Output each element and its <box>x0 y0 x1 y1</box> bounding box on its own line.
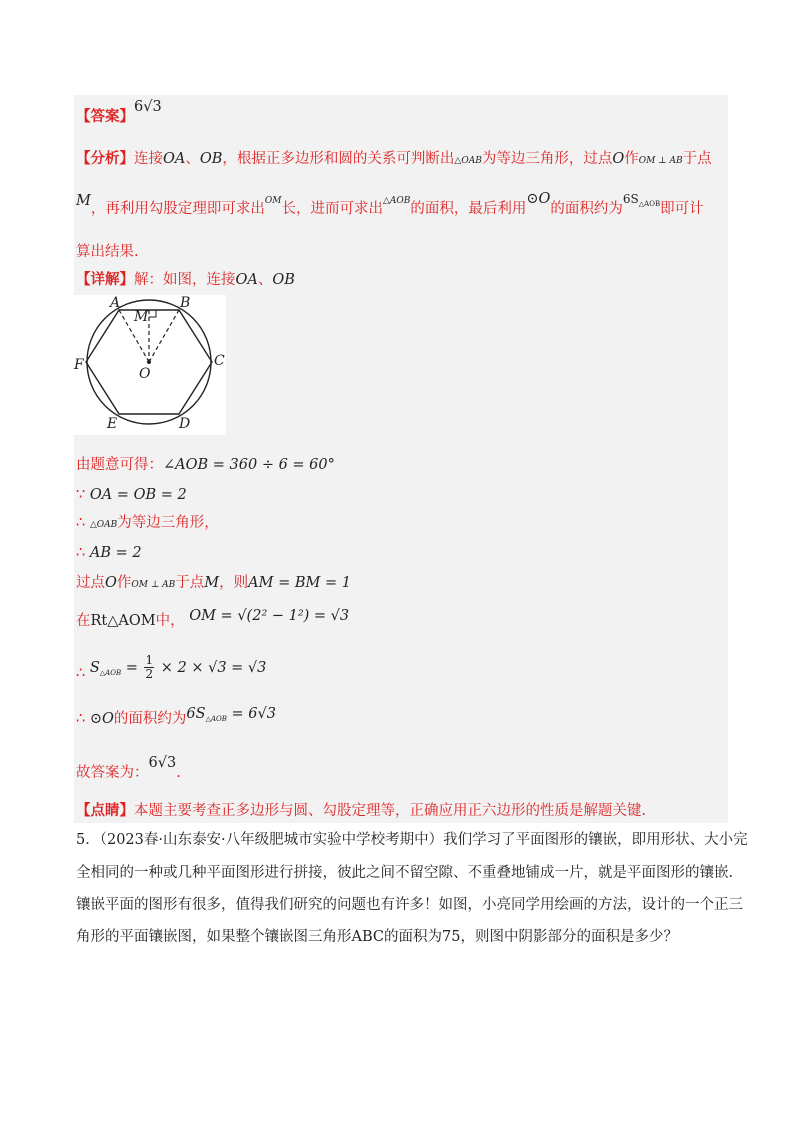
analysis-text: 、 <box>185 151 200 167</box>
comment-line <box>76 802 646 820</box>
math-circle-o: ⊙O <box>89 711 114 727</box>
label-c: C <box>214 353 225 369</box>
step-text: 为等边三角形， <box>117 515 219 531</box>
math-o: O <box>105 575 117 591</box>
detail-tag: 【详解】 <box>76 271 134 288</box>
math-triangle-oab: △OAB <box>454 156 482 166</box>
step-1 <box>76 456 335 474</box>
label-a: A <box>110 295 121 311</box>
step-5 <box>76 574 351 594</box>
math-oa: OA <box>235 272 258 288</box>
math-m: M <box>76 193 91 209</box>
analysis-tag: 【分析】 <box>76 150 134 167</box>
comment-tag: 【点睛】 <box>76 802 134 819</box>
math-oa: OA <box>163 151 186 167</box>
step-9 <box>76 755 181 782</box>
analysis-text: 连接 <box>134 151 163 167</box>
analysis-text: 的面积约为 <box>550 201 623 217</box>
math-subscript: △AOB <box>99 668 122 677</box>
analysis-line-2 <box>76 191 704 223</box>
analysis-text: 作 <box>624 151 639 167</box>
step-4 <box>76 544 142 562</box>
therefore-symbol: ∴ <box>76 515 86 531</box>
comment-text: 本题主要考查正多边形与圆、勾股定理等，正确应用正六边形的性质是解题关键. <box>134 803 647 819</box>
math-triangle-oab: △OAB <box>89 520 118 530</box>
math-o: O <box>612 151 625 167</box>
math-oa-ob: OA = OB = 2 <box>89 487 187 503</box>
label-e: E <box>107 416 118 432</box>
math-ob: OB <box>272 272 295 288</box>
answer-tag: 【答案】 <box>76 108 134 125</box>
math-rt-triangle: Rt△AOM <box>90 613 156 629</box>
therefore-symbol: ∴ <box>76 711 86 727</box>
analysis-text: 于点 <box>682 151 712 167</box>
step-text: 于点 <box>175 575 205 591</box>
math-subscript: △AOB <box>205 715 227 723</box>
math-final-answer: 6√3 <box>148 755 177 771</box>
analysis-text: ，根据正多边形和圆的关系可判断出 <box>222 151 455 167</box>
math-s: S <box>89 659 100 676</box>
math-circle-o: ⊙O <box>526 191 551 207</box>
math-subscript: △AOB <box>638 200 661 208</box>
analysis-text: 即可计 <box>660 201 704 217</box>
segment-ob <box>149 310 179 362</box>
math-area-result: × 2 × √3 = √3 <box>160 659 267 676</box>
question-line-4: 角形的平面镶嵌图，如果整个镶嵌图三角形ABC的面积为75，则图中阴影部分的面积是多少？ <box>76 929 678 945</box>
step-text: . <box>176 765 181 781</box>
math-ob: OB <box>199 151 223 167</box>
analysis-line-3 <box>76 243 139 261</box>
step-6 <box>76 608 350 630</box>
label-o: O <box>139 366 151 382</box>
detail-line <box>76 271 295 289</box>
math-6s: 6S <box>622 192 639 206</box>
label-f: F <box>74 357 84 373</box>
question-line-2: 全相同的一种或几种平面图形进行拼接，彼此之间不留空隙、不重叠地铺成一片，就是平面图形的镶嵌. <box>76 865 734 881</box>
therefore-symbol: ∴ <box>76 665 86 682</box>
step-text: 由题意可得： <box>76 457 163 473</box>
question-line-1: 5．（2023春·山东泰安·八年级肥城市实验中学校考期中）我们学习了平面图形的镶嵌，即用形状、大小完 <box>76 832 748 848</box>
math-circle-area: = 6√3 <box>231 706 276 722</box>
label-b: B <box>180 295 191 311</box>
math-om: OM <box>264 196 282 206</box>
analysis-text: 为等边三角形，过点 <box>481 151 613 167</box>
answer-value: 6√3 <box>134 99 162 115</box>
math-om-perp-ab: OM ⊥ AB <box>638 156 683 166</box>
step-text: 故答案为： <box>76 765 149 781</box>
analysis-line-1 <box>76 150 712 170</box>
step-text: 在 <box>76 613 91 629</box>
center-point <box>147 360 151 364</box>
fraction-denominator: 2 <box>145 667 154 681</box>
analysis-text: 算出结果. <box>76 244 139 260</box>
step-3 <box>76 514 219 534</box>
math-angle-aob: ∠AOB = 360 ÷ 6 = 60° <box>163 457 335 473</box>
therefore-symbol: ∴ <box>76 545 86 561</box>
hexagon-diagram <box>74 295 226 435</box>
step-text: 的面积约为 <box>113 711 187 727</box>
step-text: 过点 <box>76 575 105 591</box>
label-m: M <box>134 309 149 325</box>
because-symbol: ∵ <box>76 487 86 503</box>
math-triangle-aob: △AOB <box>382 196 411 206</box>
math-ab: AB = 2 <box>89 545 142 561</box>
math-am-bm: AM = BM = 1 <box>248 575 351 591</box>
answer-line <box>76 99 162 126</box>
fraction-numerator: 1 <box>145 653 154 667</box>
step-text: 中， <box>155 613 185 629</box>
step-2 <box>76 486 187 504</box>
fraction-one-half <box>144 654 154 681</box>
hexagon-figure <box>74 295 226 435</box>
analysis-text: 的面积，最后利用 <box>410 201 527 217</box>
right-angle-mark <box>149 310 156 317</box>
analysis-text: 长，进而可求出 <box>281 201 383 217</box>
detail-text: 、 <box>257 272 273 288</box>
math-om-value: OM = √(2² − 1²) = √3 <box>189 608 350 624</box>
step-7 <box>76 653 267 688</box>
step-text: ，则 <box>219 575 249 591</box>
math-equals: = <box>125 659 138 676</box>
step-8 <box>76 706 276 733</box>
label-d: D <box>179 416 191 432</box>
analysis-text: ，再利用勾股定理即可求出 <box>90 201 265 217</box>
detail-text: 解：如图，连接 <box>134 272 236 288</box>
math-m: M <box>204 575 220 591</box>
step-text: 作 <box>116 575 132 591</box>
math-6s: 6S <box>186 706 206 722</box>
question-line-3: 镶嵌平面的图形有很多，值得我们研究的问题也有许多！如图，小亮同学用绘画的方法，设计的一个正三 <box>76 897 743 913</box>
math-om-perp-ab: OM ⊥ AB <box>131 580 176 590</box>
